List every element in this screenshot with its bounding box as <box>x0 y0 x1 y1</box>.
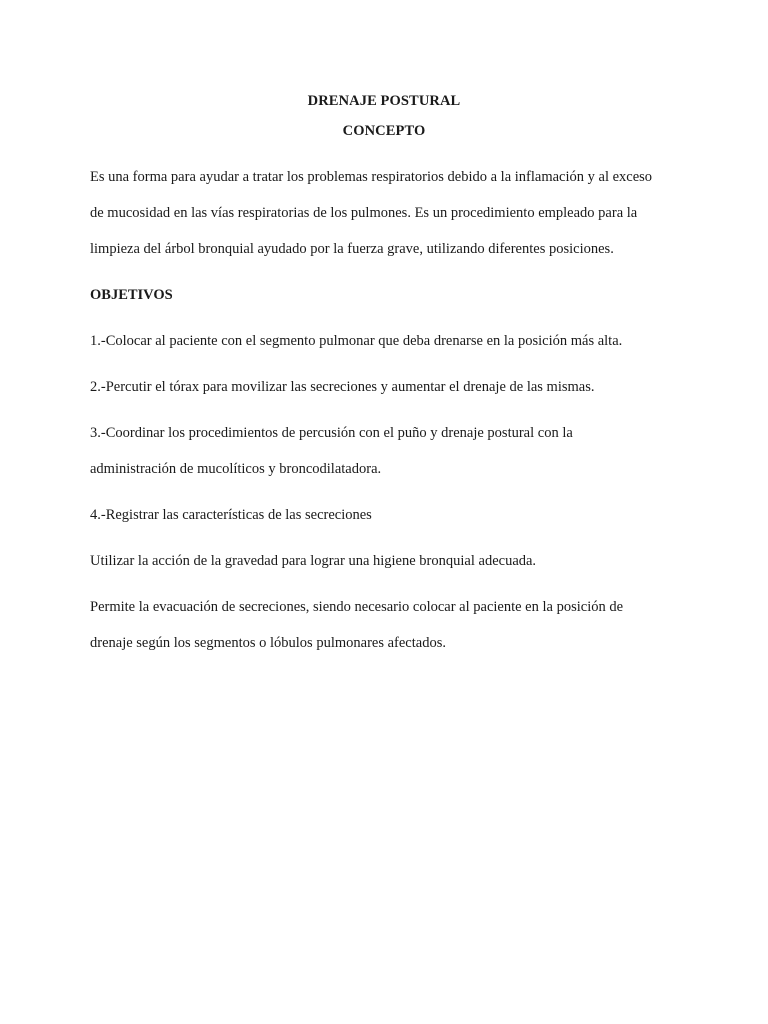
objective-3-line-2: administración de mucolíticos y broncodilatadora. <box>90 461 382 477</box>
paragraph-evacuation-line-1: Permite la evacuación de secreciones, siendo necesario colocar al paciente en la posición de <box>90 599 624 615</box>
concept-line-3: limpieza del árbol bronquial ayudado por la fuerza grave, utilizando diferentes posiciones. <box>90 241 614 257</box>
section-heading-objetivos: OBJETIVOS <box>90 287 173 303</box>
objective-1: 1.-Colocar al paciente con el segmento pulmonar que deba drenarse en la posición más alta. <box>90 333 623 349</box>
objective-2: 2.-Percutir el tórax para movilizar las secreciones y aumentar el drenaje de las mismas. <box>90 379 595 395</box>
section-heading-concepto: CONCEPTO <box>342 123 426 139</box>
objective-3-line-1: 3.-Coordinar los procedimientos de percusión con el puño y drenaje postural con la <box>90 425 573 441</box>
concept-line-1: Es una forma para ayudar a tratar los problemas respiratorios debido a la inflamación y al exceso <box>90 169 653 185</box>
document-title: DRENAJE POSTURAL <box>307 93 461 109</box>
objective-4: 4.-Registrar las características de las secreciones <box>90 507 372 523</box>
paragraph-gravity: Utilizar la acción de la gravedad para lograr una higiene bronquial adecuada. <box>90 553 537 569</box>
concept-line-2: de mucosidad en las vías respiratorias de los pulmones. Es un procedimiento empleado para la <box>90 205 638 221</box>
paragraph-evacuation-line-2: drenaje según los segmentos o lóbulos pulmonares afectados. <box>90 635 446 651</box>
